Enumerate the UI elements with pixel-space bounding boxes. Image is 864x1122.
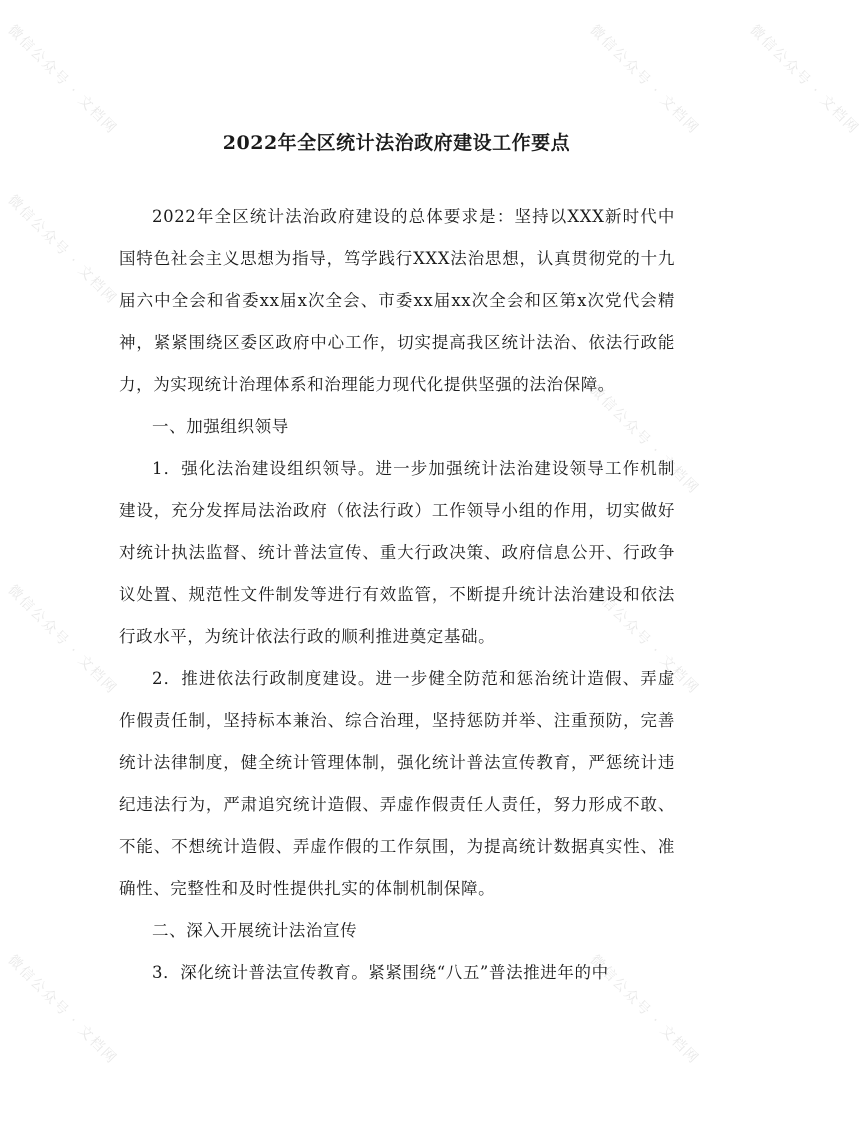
watermark: 微信公众号 · 文档网 [4,22,121,138]
watermark: 微信公众号 · 文档网 [4,582,121,698]
section-heading: 二、深入开展统计法治宣传 [152,921,358,940]
watermark: 微信公众号 · 文档网 [4,952,121,1068]
watermark: 微信公众号 · 文档网 [586,582,703,698]
body-paragraph: 1．强化法治建设组织领导。进一步加强统计法治建设领导工作机制建设，充分发挥局法治政府（依法行政）工作领导小组的作用，切实做好对统计执法监督、统计普法宣传、重大行政决策、政府信息公开、行政争议处置、规范性文件制发等进行有效监管，不断提升统计法治建设和依法行政水平，为统计依法行政的顺利推进奠定基础。 [119,459,675,646]
watermark: 微信公众号 · 文档网 [586,22,703,138]
watermark: 微信公众号 · 文档网 [746,22,863,138]
document-body [119,196,675,994]
intro-paragraph: 2022年全区统计法治政府建设的总体要求是：坚持以XXX新时代中国特色社会主义思想为指导，笃学践行XXX法治思想，认真贯彻党的十九届六中全会和省委xx届x次全会、市委xx届xx次全会和区第x次党代会精神，紧紧围绕区委区政府中心工作，切实提高我区统计法治、依法行政能力，为实现统计治理体系和治理能力现代化提供坚强的法治保障。 [119,207,675,394]
document-title: 2022年全区统计法治政府建设工作要点 [222,132,571,154]
watermark: 微信公众号 · 文档网 [586,382,703,498]
body-paragraph: 2．推进依法行政制度建设。进一步健全防范和惩治统计造假、弄虚作假责任制，坚持标本兼治、综合治理，坚持惩防并举、注重预防，完善统计法律制度，健全统计管理体制，强化统计普法宣传教育，严惩统计违纪违法行为，严肃追究统计造假、弄虚作假责任人责任，努力形成不敢、不能、不想统计造假、弄虚作假的工作氛围，为提高统计数据真实性、准确性、完整性和及时性提供扎实的体制机制保障。 [119,669,675,898]
watermark: 微信公众号 · 文档网 [586,952,703,1068]
section-heading: 一、加强组织领导 [152,417,289,436]
body-paragraph: 3．深化统计普法宣传教育。紧紧围绕“八五”普法推进年的中 [152,963,609,982]
watermark: 微信公众号 · 文档网 [4,192,121,308]
